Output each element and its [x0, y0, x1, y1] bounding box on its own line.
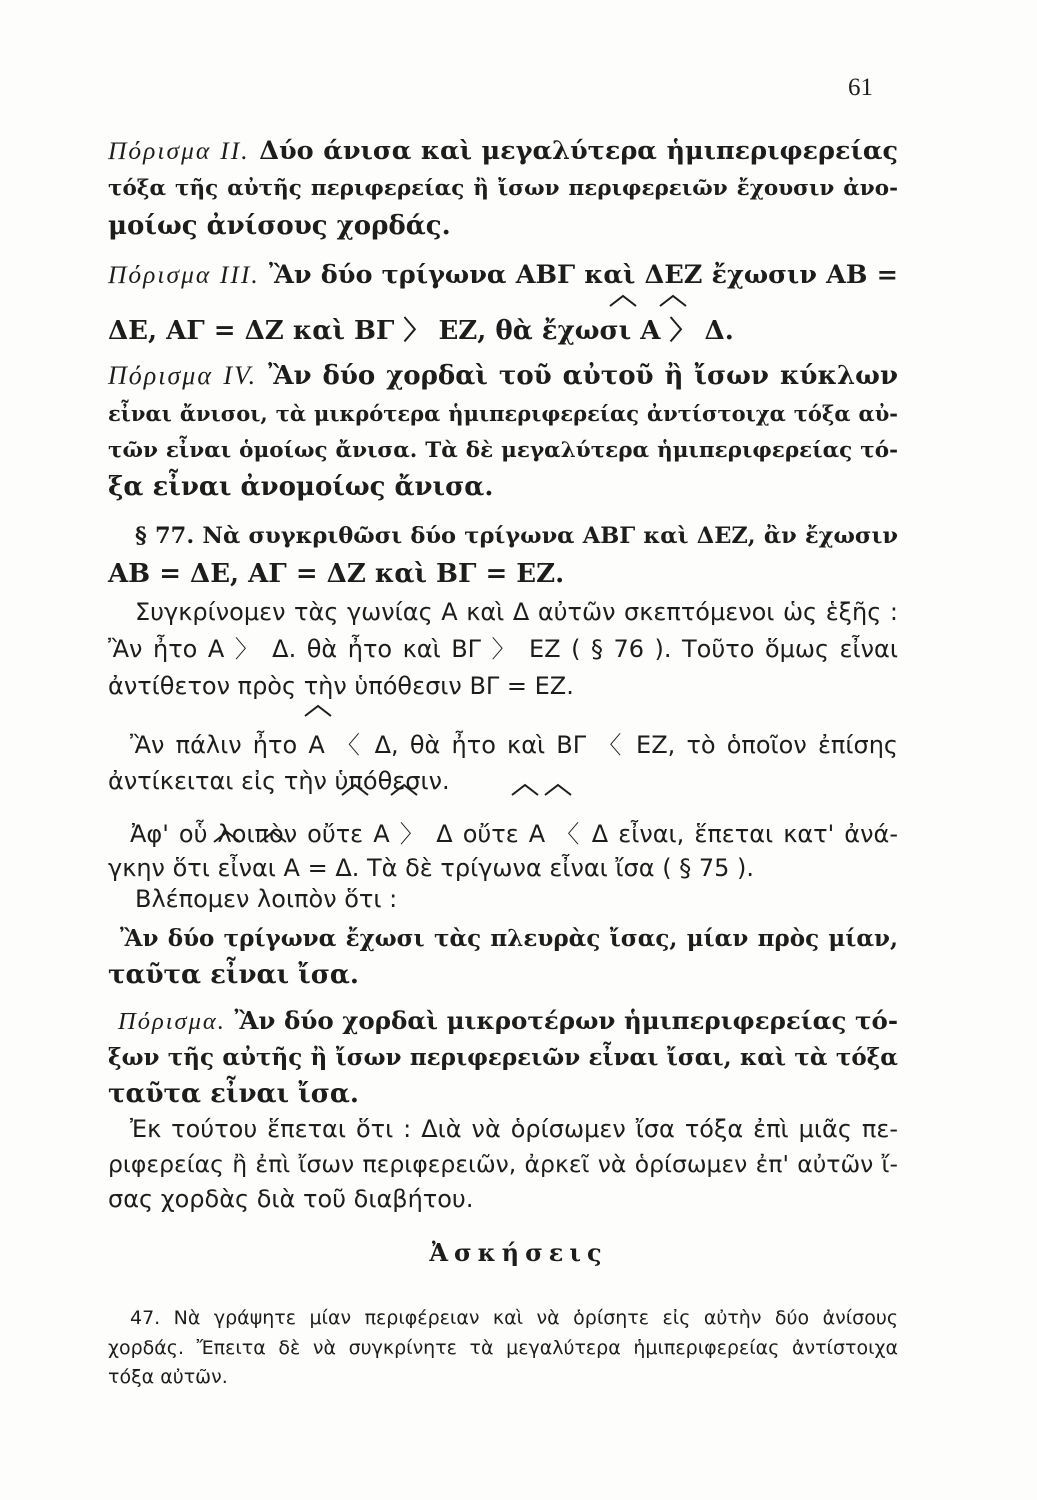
theorem-line-2: ταῦτα εἶναι ἴσα. [108, 960, 359, 990]
consequence-line-2: ριφερείας ἢ ἐπὶ ἴσων περιφερειῶν, ἀρκεῖ νὰ ὁρίσωμεν ἐπ' αὐτῶν ἴ- [108, 1150, 898, 1178]
proof-line-5: ἀντίκειται εἰς τὴν ὑπόθεσιν. [108, 767, 450, 795]
exercise-47-line-3: τόξα αὐτῶν. [108, 1366, 228, 1388]
corollary-2-line-1: Πόρισμα II. Δύο άνισα καὶ μεγαλύτερα ἡμιπεριφερείας [108, 136, 898, 166]
corollary-5-line-1: Πόρισμα. Ἂν δύο χορδαὶ μικροτέρων ἡμιπεριφερείας τό- [118, 1006, 898, 1035]
corollary-2-line-3: μοίως ἀνίσους χορδάς. [108, 211, 451, 241]
corollary-5-line-2: ξων τῆς αὐτῆς ἢ ἴσων περιφερειῶν εἶναι ἴσαι, καὶ τὰ τόξα [108, 1044, 898, 1071]
corollary-4-line-4: ξα εἶναι ἀνομοίως ἄνισα. [108, 472, 494, 502]
proof-line-4: Ἂν πάλιν ἦτο Α 〈 Δ, θὰ ἦτο καὶ ΒΓ 〈 ΕΖ, τὸ ὁποῖον ἐπίσης [130, 731, 898, 759]
angle-hat-mark [608, 294, 638, 308]
proof-line-1: Συγκρίνομεν τὰς γωνίας Α καὶ Δ αὐτῶν σκεπτόμενοι ὡς ἑξῆς : [135, 598, 898, 626]
corollary-4-line-2: εἶναι ἄνισοι, τὰ μικρότερα ἡμιπεριφερείας ἀντίστοιχα τόξα αὐ- [108, 401, 898, 426]
proof-line-3: ἀντίθετον πρὸς τὴν ὑπόθεσιν ΒΓ = ΕΖ. [108, 672, 574, 700]
corollary-4-line-1: Πόρισμα IV. Ἂν δύο χορδαὶ τοῦ αὐτοῦ ἢ ἴσων κύκλων [108, 361, 898, 391]
corollary-3-line-1: Πόρισμα III. Ἂν δύο τρίγωνα ΑΒΓ καὶ ΔΕΖ ἔχωσιν ΑΒ = [108, 260, 898, 290]
consequence-line-1: Ἐκ τούτου ἕπεται ὅτι : Διὰ νὰ ὁρίσωμεν ἴσα τόξα ἐπὶ μιᾶς πε- [130, 1115, 898, 1143]
corollary-5-line-3: ταῦτα εἶναι ἴσα. [108, 1079, 359, 1109]
corollary-3-label: Πόρισμα III. [108, 260, 260, 289]
angle-hat-mark [303, 704, 333, 718]
exercises-heading: Ἀσκήσεις [429, 1238, 608, 1267]
section-77-line-2: ΑΒ = ΔΕ, ΑΓ = ΔΖ καὶ ΒΓ = ΕΖ. [108, 559, 565, 589]
corollary-4-line-3: τῶν εἶναι ὁμοίως ἄνισα. Τὰ δὲ μεγαλύτερα ἡμιπεριφερείας τό- [108, 438, 898, 463]
corollary-3-line-2: ΔΕ, ΑΓ = ΔΖ καὶ ΒΓ 〉 ΕΖ, θὰ ἔχωσι Α 〉 Δ. [108, 316, 734, 346]
corollary-4-label: Πόρισμα IV. [108, 361, 258, 390]
corollary-2-line-2: τόξα τῆς αὐτῆς περιφερείας ἢ ἴσων περιφερειῶν ἔχουσιν ἀνο- [108, 176, 898, 201]
theorem-line-1: Ἂν δύο τρίγωνα ἔχωσι τὰς πλευρὰς ἴσας, μίαν πρὸς μίαν, [120, 925, 898, 952]
page-number: 61 [848, 74, 873, 101]
proof-line-2: Ἂν ἦτο Α 〉 Δ. θὰ ἦτο καὶ ΒΓ 〉 ΕΖ ( § 76 ). Τοῦτο ὅμως εἶναι [108, 635, 898, 663]
proof-line-8: Βλέπομεν λοιπὸν ὅτι : [135, 885, 398, 913]
exercise-47-line-2: χορδάς. Ἔπειτα δὲ νὰ συγκρίνητε τὰ μεγαλύτερα ἡμιπεριφερείας ἀντίστοιχα [108, 1337, 898, 1359]
proof-line-6: Ἀφ' οὗ λοιπὸν οὔτε Α 〉 Δ οὔτε Α 〈 Δ εἶναι, ἕπεται κατ' ἀνά- [130, 820, 898, 848]
corollary-2-label: Πόρισμα II. [108, 136, 250, 165]
corollary-5-label: Πόρισμα. [118, 1008, 226, 1035]
exercise-47-line-1: 47. Νὰ γράψητε μίαν περιφέρειαν καὶ νὰ ὁρίσητε εἰς αὐτὴν δύο ἀνίσους [130, 1307, 898, 1329]
angle-hat-mark [658, 294, 688, 308]
section-77-line-1: § 77. Νὰ συγκριθῶσι δύο τρίγωνα ΑΒΓ καὶ ΔΕΖ, ἂν ἔχωσιν [135, 523, 898, 549]
proof-line-7: γκην ὅτι εἶναι Α = Δ. Τὰ δὲ τρίγωνα εἶναι ἴσα ( § 75 ). [108, 854, 754, 882]
consequence-line-3: σας χορδὰς διὰ τοῦ διαβήτου. [108, 1185, 474, 1213]
